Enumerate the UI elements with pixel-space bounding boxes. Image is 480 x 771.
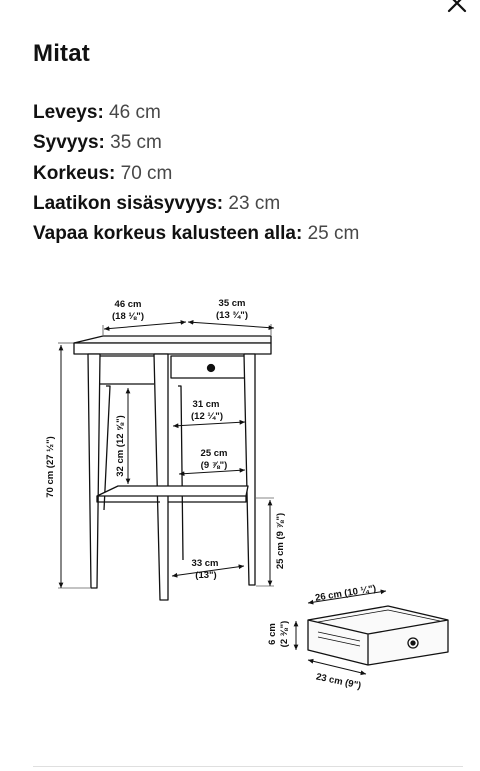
dimension-label: Vapaa korkeus kalusteen alla: bbox=[33, 223, 303, 245]
dimension-label: Syvyys: bbox=[33, 132, 105, 154]
shelf-width-in-label: (13") bbox=[195, 570, 217, 581]
page-title: Mitat bbox=[33, 40, 90, 67]
clearance-label: 25 cm (9 ⅞") bbox=[275, 512, 286, 570]
depth-cm-label: 35 cm bbox=[218, 298, 246, 309]
dimension-value: 35 cm bbox=[104, 132, 162, 154]
height-label: 70 cm (27 ½") bbox=[45, 436, 56, 498]
dimension-value: 46 cm bbox=[103, 102, 161, 123]
inner-depth-cm-label: 25 cm bbox=[200, 448, 228, 459]
drawer-width-label: 26 cm (10 ¼") bbox=[314, 583, 377, 604]
dimension-label: Korkeus: bbox=[33, 162, 116, 184]
dimension-label: Laatikon sisäsyvyys: bbox=[33, 192, 224, 214]
width-cm-label: 46 cm bbox=[114, 299, 142, 310]
width-in-label: (18 ⅛") bbox=[112, 311, 144, 322]
drawer-depth-label: 23 cm (9") bbox=[315, 671, 363, 692]
inner-width-in-label: (12 ¼") bbox=[191, 411, 223, 422]
dimension-value: 23 cm bbox=[223, 192, 281, 214]
bedside-table-diagram bbox=[36, 282, 464, 717]
dimension-value: 70 cm bbox=[115, 162, 173, 184]
dimension-depth bbox=[33, 128, 359, 158]
dimension-value: 25 cm bbox=[302, 223, 360, 245]
section-divider bbox=[33, 766, 463, 767]
close-icon bbox=[446, 0, 468, 14]
dimension-height bbox=[33, 159, 359, 189]
dimensions-list bbox=[33, 98, 359, 249]
drawer-height-in-label: (2 ⅜") bbox=[279, 620, 290, 648]
dimension-width bbox=[33, 98, 359, 128]
drawer-height-cm-label: 6 cm bbox=[267, 623, 278, 645]
inner-depth-in-label: (9 ⅞") bbox=[200, 460, 228, 471]
shelf-gap-label: 32 cm (12 ⅝") bbox=[115, 415, 126, 477]
depth-in-label: (13 ¾") bbox=[216, 310, 248, 321]
dimension-label: Leveys: bbox=[33, 102, 104, 123]
dimension-clearance bbox=[33, 219, 359, 249]
inner-width-cm-label: 31 cm bbox=[192, 399, 220, 410]
shelf-width-cm-label: 33 cm bbox=[191, 558, 219, 569]
dimension-drawing bbox=[36, 282, 464, 717]
dimension-drawer-depth bbox=[33, 189, 359, 219]
close-button[interactable] bbox=[440, 0, 474, 20]
